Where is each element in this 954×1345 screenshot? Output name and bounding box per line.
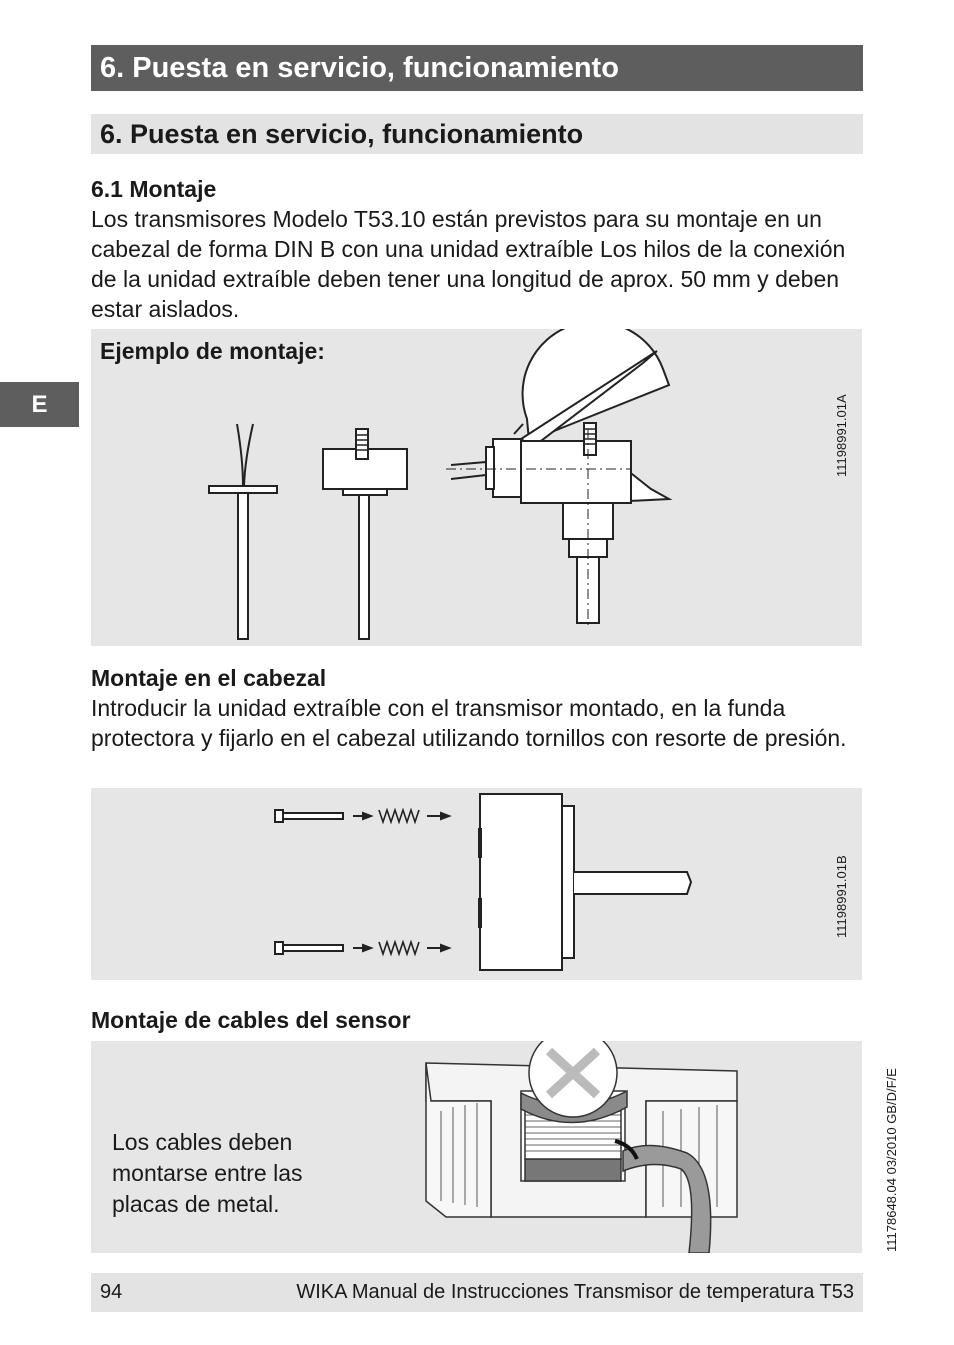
mounting-example-drawing [91, 329, 862, 646]
mounting-heading: 6.1 Montaje [91, 176, 217, 202]
sensor-cables-heading: Montaje de cables del sensor [91, 1007, 411, 1033]
sensor-cables-note: Los cables deben montarse entre las placas de metal. [112, 1129, 303, 1217]
screw-spring-drawing [91, 788, 862, 980]
language-tab: E [0, 382, 79, 427]
chapter-title: 6. Puesta en servicio, funcionamiento [91, 45, 863, 91]
head-mounting-heading: Montaje en el cabezal [91, 665, 327, 691]
figure-b-code: 11198991.01B [834, 855, 849, 938]
head-mounting-figure [91, 788, 862, 980]
footer-text: WIKA Manual de Instrucciones Transmisor de temperatura T53 [296, 1281, 854, 1303]
section-title: 6. Puesta en servicio, funcionamiento [91, 114, 863, 154]
mounting-example-title: Ejemplo de montaje: [100, 338, 325, 364]
page-number: 94 [100, 1281, 123, 1303]
mounting-example-figure [91, 329, 862, 646]
sensor-cables-figure [91, 1041, 862, 1253]
head-mounting-text: Introducir la unidad extraíble con el transmisor montado, en la funda protectora y fijarlo en el cabezal utilizando tornillos con resorte de presión. [91, 695, 847, 751]
figure-a-code: 11198991.01A [834, 394, 849, 477]
mounting-text: Los transmisores Modelo T53.10 están previstos para su montaje en un cabezal de forma DIN B con una unidad extraíble Los hilos de la conexión de la unidad extraíble deben tener una longitud de aprox. 50 mm y deben estar aislados. [91, 206, 846, 322]
page-footer [91, 1273, 863, 1312]
document-code: 11178648.04 03/2010 GB/D/F/E [884, 1068, 899, 1252]
